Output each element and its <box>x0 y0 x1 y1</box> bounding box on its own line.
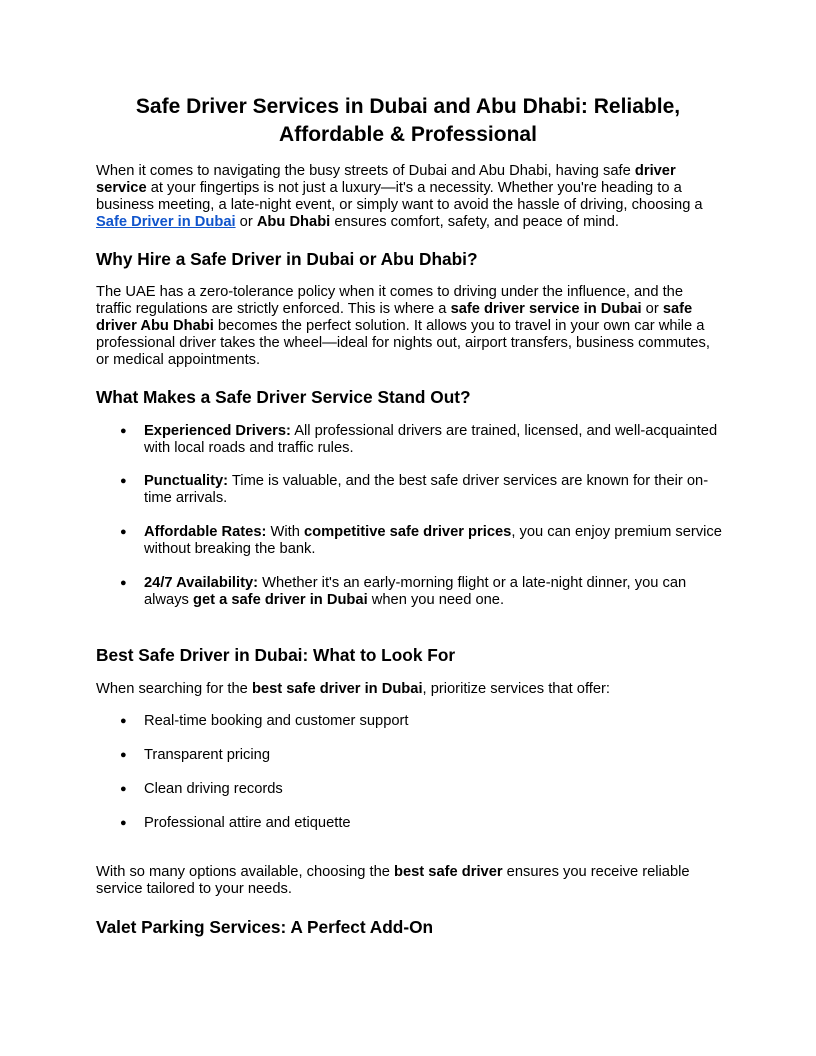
list-item: ● Professional attire and etiquette <box>144 815 724 832</box>
section-heading-why: Why Hire a Safe Driver in Dubai or Abu Dhabi? <box>96 249 478 269</box>
list-item: ● Transparent pricing <box>144 747 724 764</box>
section-heading-valet: Valet Parking Services: A Perfect Add-On <box>96 917 434 937</box>
intro-paragraph: When it comes to navigating the busy streets of Dubai and Abu Dhabi, having safe driver service at your fingertips is not just a luxury—it's a necessity. Whether you're heading to a business meeting, a late-night event, or simply want to avoid the hassle of driving, choosing a Safe Driver in Dubai or Abu Dhabi ensures comfort, safety, and peace of mind. <box>96 163 703 230</box>
section-heading-standout: What Makes a Safe Driver Service Stand Out? <box>96 387 471 407</box>
best-intro-paragraph: When searching for the best safe driver in Dubai, prioritize services that offer: <box>96 681 611 697</box>
list-item: ● Real-time booking and customer support <box>144 713 724 730</box>
page-title: Safe Driver Services in Dubai and Abu Dhabi: Reliable, Affordable & Professional <box>135 95 681 146</box>
list-item: ● 24/7 Availability: Whether it's an early-morning flight or a late-night dinner, you can always get a safe driver in Dubai when you need one. <box>144 575 724 609</box>
best-closing-paragraph: With so many options available, choosing the best safe driver ensures you receive reliable service tailored to your needs. <box>96 864 690 897</box>
list-item: ● Punctuality: Time is valuable, and the best safe driver services are known for their on-time arrivals. <box>144 473 724 507</box>
section-heading-best: Best Safe Driver in Dubai: What to Look For <box>96 645 456 665</box>
safe-driver-dubai-link[interactable]: Safe Driver in Dubai <box>96 214 236 230</box>
list-item: ● Clean driving records <box>144 781 724 798</box>
list-item: ● Affordable Rates: With competitive safe driver prices, you can enjoy premium service without breaking the bank. <box>144 524 724 558</box>
why-paragraph: The UAE has a zero-tolerance policy when it comes to driving under the influence, and the traffic regulations are strictly enforced. This is where a safe driver service in Dubai or safe driver Abu Dhabi becomes the perfect solution. It allows you to travel in your own car while a professional driver takes the wheel—ideal for nights out, airport transfers, business commutes, or medical appointments. <box>96 284 710 368</box>
list-item: ● Experienced Drivers: All professional drivers are trained, licensed, and well-acquainted with local roads and traffic rules. <box>144 423 724 457</box>
